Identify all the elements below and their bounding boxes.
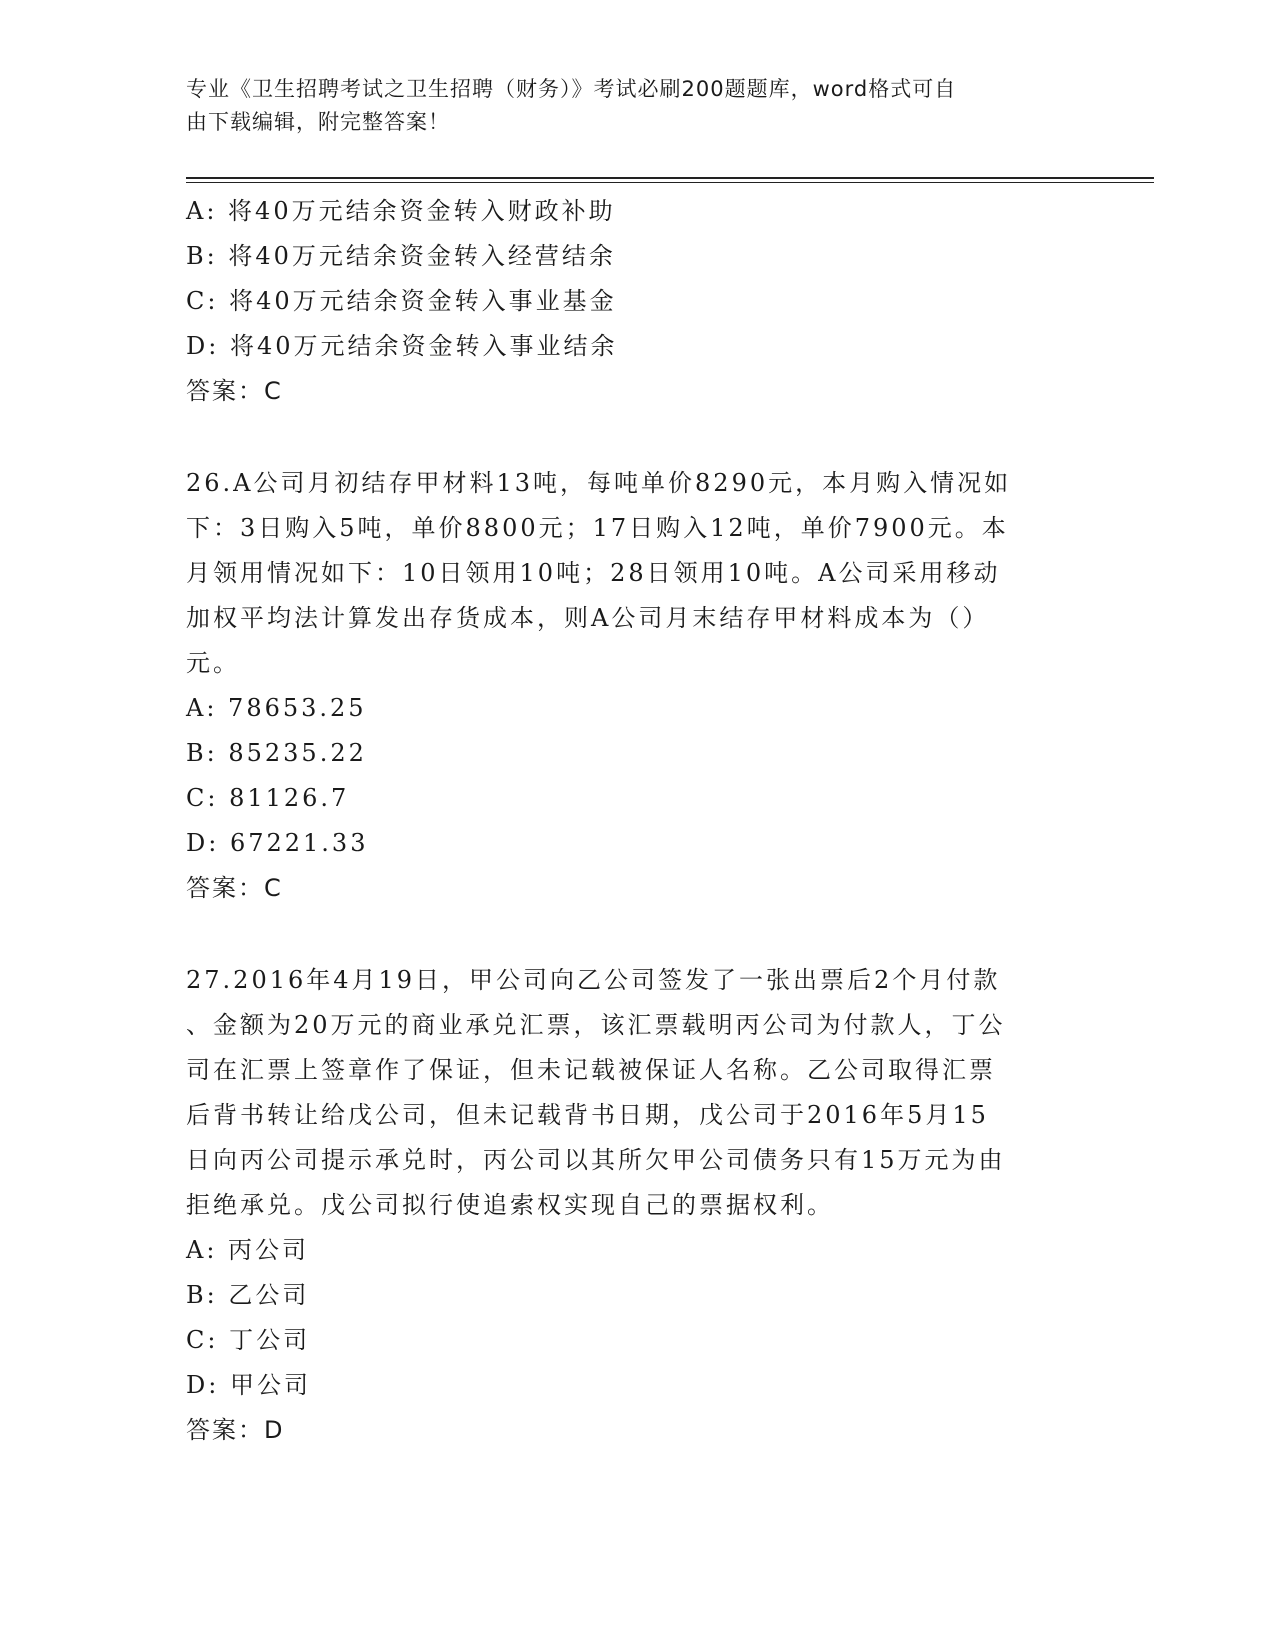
document-body <box>186 189 1076 1453</box>
spacer <box>186 414 1076 461</box>
question-stem-line: 27.2016年4月19日，甲公司向乙公司签发了一张出票后2个月付款 <box>186 966 1001 994</box>
option-c: C: 丁公司 <box>186 1326 311 1354</box>
answer: 答案：D <box>186 1416 285 1444</box>
option-b: B: 乙公司 <box>186 1281 310 1309</box>
question-stem-line: 加权平均法计算发出存货成本，则A公司月末结存甲材料成本为（） <box>186 604 990 632</box>
answer: 答案：C <box>186 874 283 902</box>
option-a: A: 78653.25 <box>186 694 367 722</box>
option-d: D: 67221.33 <box>186 829 369 857</box>
question-stem-line: 、金额为20万元的商业承兑汇票，该汇票载明丙公司为付款人，丁公 <box>186 1011 1006 1039</box>
option-c: C: 81126.7 <box>186 784 350 812</box>
question-stem-line: 拒绝承兑。戊公司拟行使追索权实现自己的票据权利。 <box>186 1191 834 1219</box>
option-b: B: 85235.22 <box>186 739 367 767</box>
page-header <box>186 73 1066 139</box>
option-d: D: 甲公司 <box>186 1371 311 1399</box>
header-line-1: 专业《卫生招聘考试之卫生招聘（财务）》考试必刷200题题库，word格式可自 <box>186 77 957 101</box>
option-d: D: 将40万元结余资金转入事业结余 <box>186 332 618 360</box>
question-25 <box>186 189 1076 414</box>
answer: 答案：C <box>186 377 283 405</box>
question-stem-line: 26.A公司月初结存甲材料13吨，每吨单价8290元，本月购入情况如 <box>186 469 1012 497</box>
question-27 <box>186 958 1076 1453</box>
header-line-2: 由下载编辑，附完整答案！ <box>186 110 450 134</box>
question-stem-line: 元。 <box>186 649 240 677</box>
question-26 <box>186 461 1076 911</box>
question-stem-line: 司在汇票上签章作了保证，但未记载被保证人名称。乙公司取得汇票 <box>186 1056 996 1084</box>
question-stem-line: 下：3日购入5吨，单价8800元；17日购入12吨，单价7900元。本 <box>186 514 1009 542</box>
option-c: C: 将40万元结余资金转入事业基金 <box>186 287 617 315</box>
spacer <box>186 911 1076 958</box>
header-divider-thick <box>186 177 1154 179</box>
header-divider-thin <box>186 182 1154 183</box>
question-stem-line: 日向丙公司提示承兑时，丙公司以其所欠甲公司债务只有15万元为由 <box>186 1146 1006 1174</box>
question-stem-line: 后背书转让给戊公司，但未记载背书日期，戊公司于2016年5月15 <box>186 1101 989 1129</box>
option-b: B: 将40万元结余资金转入经营结余 <box>186 242 616 270</box>
question-stem-line: 月领用情况如下：10日领用10吨；28日领用10吨。A公司采用移动 <box>186 559 1001 587</box>
option-a: A: 丙公司 <box>186 1236 310 1264</box>
option-a: A: 将40万元结余资金转入财政补助 <box>186 197 616 225</box>
